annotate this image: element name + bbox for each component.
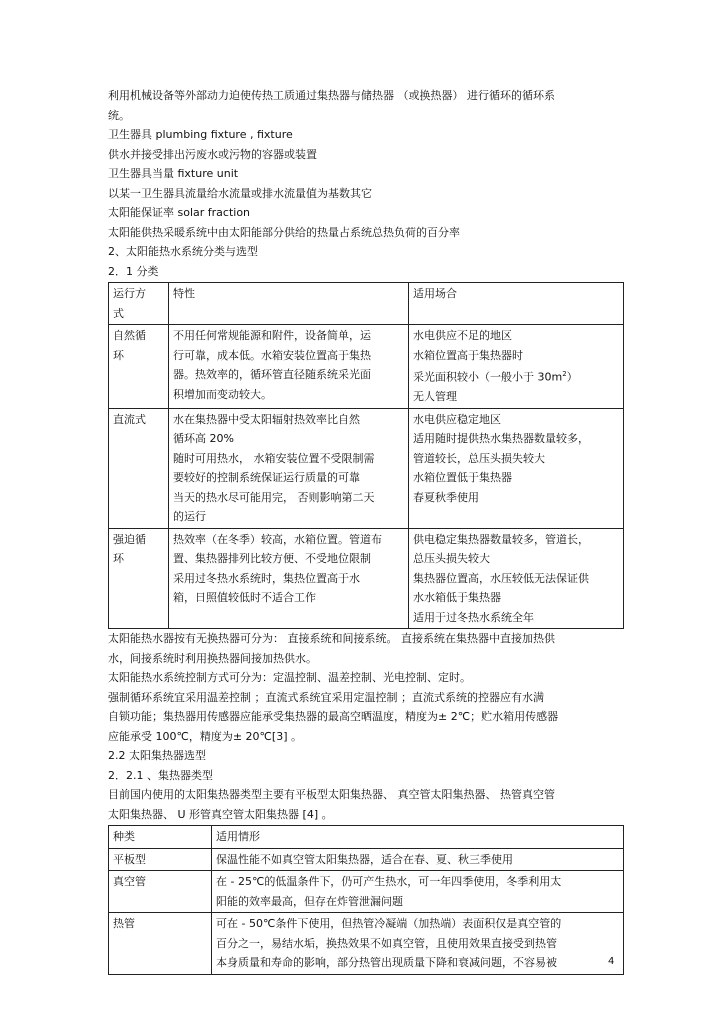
term-line: 太阳能保证率 solar fraction — [108, 206, 251, 219]
section-heading: 2、太阳能热水系统分类与选型 — [108, 245, 258, 258]
text-line: 强制循环系统宜采用温差控制 ；直流式系统宜采用定温控制 ；直流式系统的控器应有水满 — [108, 690, 544, 704]
text-line: 太阳集热器、 U 形管真空管太阳集热器 [4] 。 — [108, 807, 333, 821]
text-line: 利用机械设备等外部动力迫使传热工质通过集热器与储热器 （或换热器） 进行循环的循环系 — [108, 89, 555, 102]
table-row — [109, 871, 624, 913]
collector-type-table — [108, 825, 624, 975]
description-cell: 保温性能不如真空管太阳集热器，适合在春、夏、秋三季使用 — [212, 848, 624, 871]
usage-cell: 水电供应稳定地区 适用随时提供热水集热器数量较多， 管道较长，总压头损失较大 水箱位置低于集热器 春夏秋季使用 — [409, 408, 624, 528]
table-header-row — [109, 826, 624, 849]
description-cell: 在 - 25℃的低温条件下，仍可产生热水，可一年四季使用，冬季利用太 阳能的效率最高，但存在炸管泄漏问题 — [212, 871, 624, 913]
middle-text — [108, 629, 628, 824]
table-row — [109, 848, 624, 871]
text-line: 太阳能热水器按有无换热器可分为： 直接系统和间接系统。 直接系统在集热器中直接加热供 — [108, 632, 555, 646]
term-line: 卫生器具 plumbing fixture , fixture — [108, 128, 293, 141]
text-line: 目前国内使用的太阳集热器类型主要有平板型太阳集热器、 真空管太阳集热器、 热管真空管 — [108, 788, 555, 802]
features-cell: 热效率（在冬季）较高，水箱位置。管道布 置、集热器排列比较方便、不受地位限制 采用过冬热水系统时，集热位置高于水 箱，日照值较低时不适合工作 — [169, 528, 409, 629]
text-line: 太阳能热水系统控制方式可分为：定温控制、温差控制、光电控制、定时。 — [108, 671, 471, 685]
usage-cell: 供电稳定集热器数量较多，管道长， 总压头损失较大 集热器位置高，水压较低无法保证供 水水箱低于集热器 适用于过冬热水系统全年 — [409, 528, 624, 629]
kind-cell: 热管 — [109, 913, 212, 975]
table-row — [109, 528, 624, 629]
usage-cell: 水电供应不足的地区 水箱位置高于集热器时 采光面积较小（一般小于 $30m^2$） 无人管理 — [409, 325, 624, 409]
header-cell: 种类 — [109, 826, 212, 849]
term-line: 卫生器具当量 fixture unit — [108, 167, 239, 180]
section-heading: 2.2 太阳集热器选型 — [108, 749, 206, 763]
mode-cell: 直流式 — [109, 408, 169, 528]
header-cell: 运行方 式 — [109, 283, 169, 325]
page-number: 4 — [608, 956, 615, 967]
kind-cell: 平板型 — [109, 848, 212, 871]
subsection-heading: 2．1 分类 — [108, 264, 159, 278]
features-cell: 不用任何常规能源和附件，设备简单，运 行可靠，成本低。水箱安装位置高于集热 器。热效率的，循环管直径随系统采光面 积增加而变动较大。 — [169, 325, 409, 409]
text-line: 太阳能供热采暖系统中由太阳能部分供给的热量占系统总热负荷的百分率 — [108, 225, 460, 239]
description-cell: 可在 - 50℃条件下使用，但热管冷凝端（加热端）表面积仅是真空管的 百分之一，易结水垢，换热效果不如真空管，且使用效果直接受到热管 本身质量和寿命的影响，部分热管出现质量下降和衰减问题，不容易被 — [212, 913, 624, 975]
header-cell: 适用场合 — [409, 283, 624, 325]
table-row — [109, 913, 624, 975]
document-body — [108, 86, 628, 975]
text-line: 水，间接系统时利用换热器间接加热供水。 — [108, 651, 317, 665]
text-line: 统。 — [108, 108, 130, 122]
features-cell: 水在集热器中受太阳辐射热效率比自然 循环高 20% 随时可用热水， 水箱安装位置不受限制需 要较好的控制系统保证运行质量的可靠 当天的热水尽可能用完， 否则影响第二天 的运行 — [169, 408, 409, 528]
kind-cell: 真空管 — [109, 871, 212, 913]
text-line: 以某一卫生器具流量给水流量或排水流量值为基数其它 — [108, 186, 372, 200]
table-header-row — [109, 283, 624, 325]
text-line: 自锁功能；集热器用传感器应能承受集热器的最高空晒温度，精度为± 2℃；贮水箱用传感器 — [108, 710, 559, 724]
mode-cell: 强迫循 环 — [109, 528, 169, 629]
header-cell: 适用情形 — [212, 826, 624, 849]
table-row — [109, 325, 624, 409]
intro-text — [108, 86, 628, 281]
table-row — [109, 408, 624, 528]
text-line: 应能承受 100℃，精度为± 20℃[3] 。 — [108, 729, 302, 743]
header-cell: 特性 — [169, 283, 409, 325]
mode-cell: 自然循 环 — [109, 325, 169, 409]
subsection-heading: 2．2.1 、集热器类型 — [108, 768, 213, 782]
text-line: 供水并接受排出污废水或污物的容器或装置 — [108, 147, 317, 161]
circulation-mode-table — [108, 282, 624, 629]
